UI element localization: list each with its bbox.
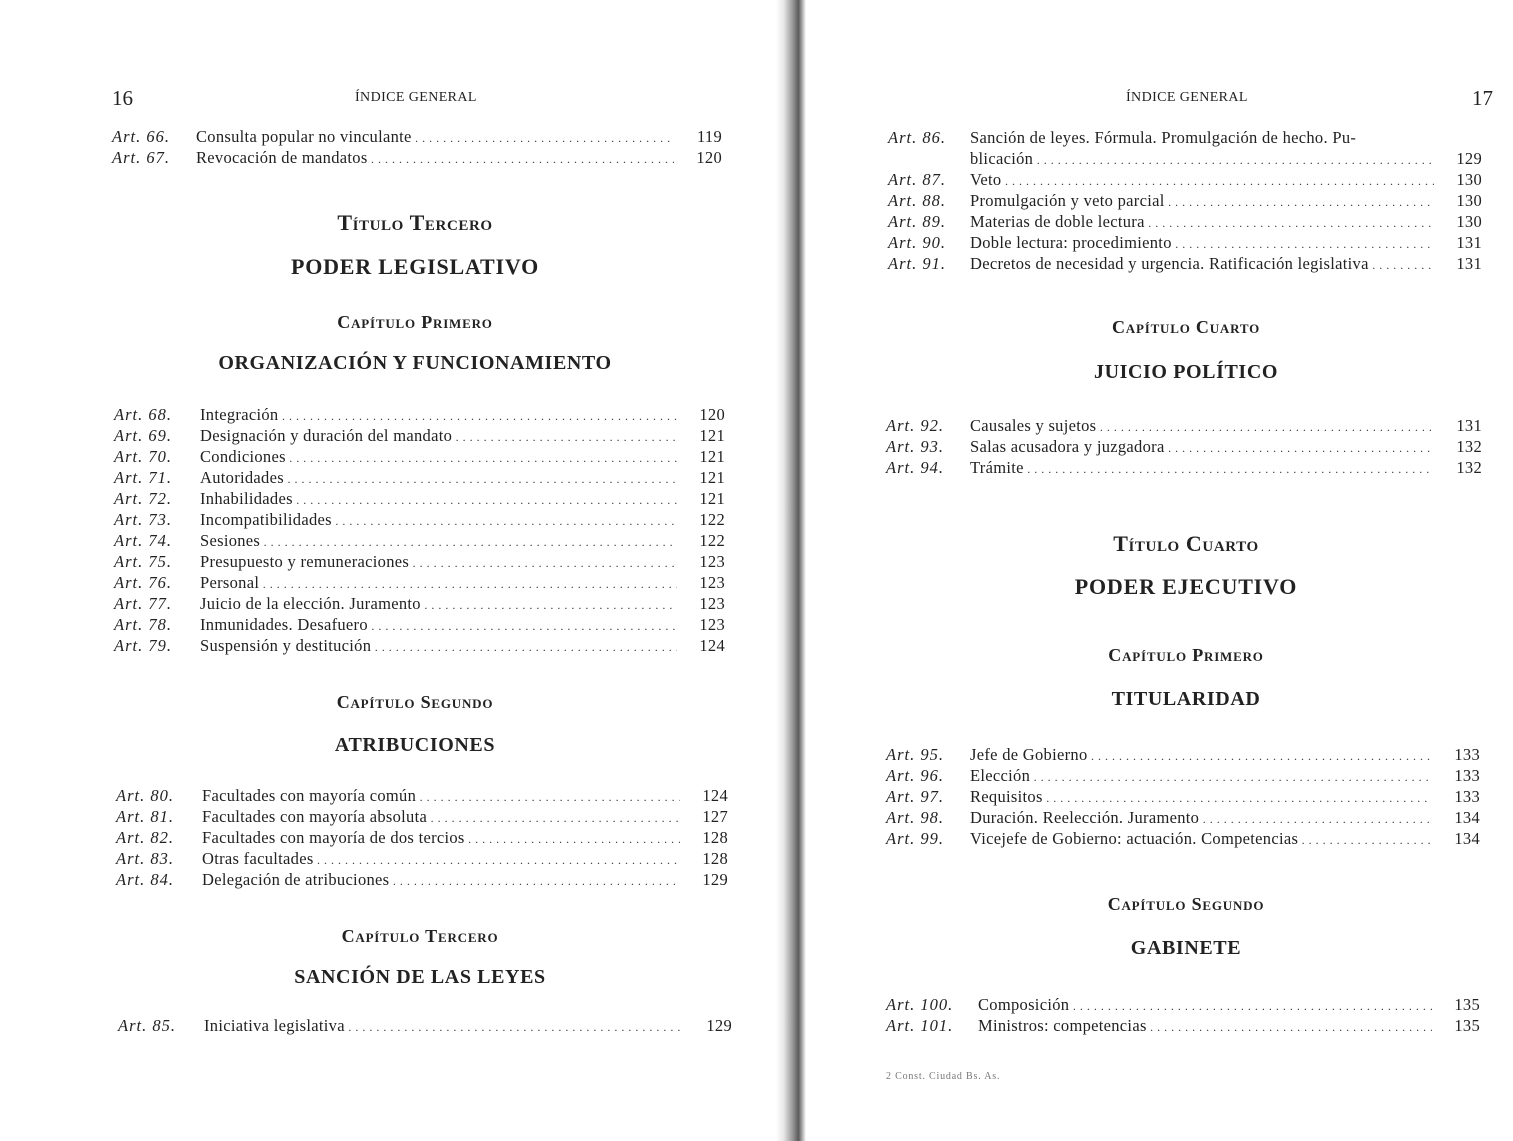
page-ref: 123: [699, 573, 725, 592]
book-spine-gutter: [776, 0, 806, 1141]
article-number: Art. 81.: [116, 807, 174, 826]
toc-list-cap1: [114, 404, 725, 656]
page-ref: 128: [702, 828, 728, 847]
article-number: Art. 86.: [888, 128, 946, 147]
page-ref: 130: [1456, 170, 1482, 189]
toc-entry: [116, 869, 728, 890]
page-ref: 131: [1456, 254, 1482, 273]
entry-title: Trámite . . .: [970, 457, 1434, 480]
entry-title: Salas acusadora y juzgadora . . .: [970, 436, 1434, 459]
entry-title: Veto . . .: [970, 169, 1434, 192]
toc-list-capB: [886, 994, 1490, 1036]
entry-title: Causales y sujetos . . .: [970, 415, 1434, 438]
entry-title: Autoridades . . .: [200, 467, 677, 490]
chapter-heading: Capítulo Tercero: [341, 926, 499, 946]
toc-entry: [888, 232, 1492, 253]
article-number: Art. 74.: [114, 531, 172, 550]
entry-title: Revocación de mandatos . . .: [196, 147, 674, 170]
article-number: Art. 95.: [886, 745, 944, 764]
chapter-name: JUICIO POLÍTICO: [1093, 361, 1279, 383]
entry-title: Personal . . .: [200, 572, 677, 595]
entry-title: Delegación de atribuciones . . .: [202, 869, 680, 892]
toc-entry: [886, 415, 1492, 436]
toc-entry: [114, 488, 725, 509]
toc-entry-continuation: [970, 127, 1460, 148]
entry-title: Facultades con mayoría de dos tercios . . .: [202, 827, 680, 850]
toc-entry: [114, 593, 725, 614]
page-ref: 129: [1456, 149, 1482, 168]
article-number: Art. 71.: [114, 468, 172, 487]
article-number: Art. 101.: [886, 1016, 954, 1035]
entry-title: Elección . . .: [970, 765, 1432, 788]
toc-list-cap3: [118, 1015, 732, 1036]
page-ref: 121: [699, 468, 725, 487]
entry-title: Duración. Reelección. Juramento . . .: [970, 807, 1432, 830]
page-ref: 134: [1454, 829, 1480, 848]
page-ref: 129: [706, 1016, 732, 1035]
toc-entry: [114, 425, 725, 446]
toc-entry: [888, 253, 1492, 274]
toc-entry: [886, 786, 1490, 807]
toc-entry: [886, 744, 1490, 765]
toc-entry: [888, 148, 1492, 169]
page-ref: 122: [699, 531, 725, 550]
article-number: Art. 91.: [888, 254, 946, 273]
article-number: Art. 85.: [118, 1016, 176, 1035]
toc-list-cap4: [886, 415, 1492, 478]
page-ref: 127: [702, 807, 728, 826]
page-ref: 121: [699, 489, 725, 508]
page-ref: 133: [1454, 745, 1480, 764]
toc-entry: [114, 530, 725, 551]
toc-entry: [888, 169, 1492, 190]
toc-entry: [888, 190, 1492, 211]
article-number: Art. 80.: [116, 786, 174, 805]
page-ref: 131: [1456, 416, 1482, 435]
page-ref: 120: [699, 405, 725, 424]
article-number: Art. 68.: [114, 405, 172, 424]
article-number: Art. 96.: [886, 766, 944, 785]
chapter-heading: Capítulo Segundo: [336, 692, 494, 712]
article-number: Art. 87.: [888, 170, 946, 189]
chapter-heading: Capítulo Primero: [337, 312, 493, 332]
entry-title: Sesiones . . .: [200, 530, 677, 553]
toc-entry: [114, 467, 725, 488]
toc-entry: [114, 509, 725, 530]
page-ref: 120: [696, 148, 722, 167]
article-number: Art. 93.: [886, 437, 944, 456]
page-ref: 135: [1454, 1016, 1480, 1035]
entry-title: Promulgación y veto parcial . . .: [970, 190, 1434, 213]
article-number: Art. 79.: [114, 636, 172, 655]
entry-title: Materias de doble lectura . . .: [970, 211, 1434, 234]
entry-title: Requisitos . . .: [970, 786, 1432, 809]
entry-title: Suspensión y destitución . . .: [200, 635, 677, 658]
article-number: Art. 97.: [886, 787, 944, 806]
page-number: 16: [112, 86, 133, 110]
entry-title: Consulta popular no vinculante . . .: [196, 126, 674, 149]
article-number: Art. 82.: [116, 828, 174, 847]
article-number: Art. 94.: [886, 458, 944, 477]
titulo-heading: Título Tercero: [337, 210, 493, 235]
toc-list-capA: [886, 744, 1490, 849]
article-number: Art. 70.: [114, 447, 172, 466]
entry-title: Inhabilidades . . .: [200, 488, 677, 511]
toc-list-cap2: [116, 785, 728, 890]
toc-entry: [114, 404, 725, 425]
article-number: Art. 69.: [114, 426, 172, 445]
toc-entry: [886, 436, 1492, 457]
toc-list-top: [888, 148, 1492, 274]
toc-entry: [114, 614, 725, 635]
entry-title: Juicio de la elección. Juramento . . .: [200, 593, 677, 616]
chapter-name: SANCIÓN DE LAS LEYES: [294, 966, 546, 988]
titulo-name: PODER EJECUTIVO: [1074, 574, 1298, 599]
toc-entry: [112, 147, 722, 168]
page-ref: 129: [702, 870, 728, 889]
toc-list-top: [112, 126, 722, 168]
toc-entry: [114, 572, 725, 593]
article-number: Art. 72.: [114, 489, 172, 508]
page-ref: 133: [1454, 766, 1480, 785]
page-ref: 130: [1456, 212, 1482, 231]
article-number: Art. 66.: [112, 127, 170, 146]
chapter-name: GABINETE: [1130, 937, 1242, 959]
toc-entry: [112, 126, 722, 147]
toc-entry: [886, 1015, 1490, 1036]
page-ref: 124: [699, 636, 725, 655]
article-number: Art. 99.: [886, 829, 944, 848]
article-number: Art. 98.: [886, 808, 944, 827]
page-ref: 134: [1454, 808, 1480, 827]
page-ref: 123: [699, 615, 725, 634]
article-number: Art. 75.: [114, 552, 172, 571]
chapter-heading: Capítulo Segundo: [1107, 894, 1265, 914]
running-head: ÍNDICE GENERAL: [355, 90, 477, 105]
titulo-heading: Título Cuarto: [1113, 531, 1259, 556]
titulo-name: PODER LEGISLATIVO: [290, 254, 540, 279]
page-ref: 131: [1456, 233, 1482, 252]
page-ref: 124: [702, 786, 728, 805]
chapter-name: ORGANIZACIÓN Y FUNCIONAMIENTO: [218, 352, 612, 374]
entry-title: Decretos de necesidad y urgencia. Ratificación legislativa . . .: [970, 253, 1434, 276]
page-ref: 119: [696, 127, 722, 146]
chapter-name: TITULARIDAD: [1111, 688, 1261, 710]
chapter-heading: Capítulo Primero: [1108, 645, 1264, 665]
article-number: Art. 73.: [114, 510, 172, 529]
toc-entry: [886, 994, 1490, 1015]
article-number: Art. 100.: [886, 995, 954, 1014]
chapter-name: ATRIBUCIONES: [334, 734, 496, 756]
entry-title: Jefe de Gobierno . . .: [970, 744, 1432, 767]
running-head: ÍNDICE GENERAL: [1126, 90, 1248, 105]
article-number: Art. 83.: [116, 849, 174, 868]
page-number: 17: [1472, 86, 1493, 110]
toc-entry: [886, 807, 1490, 828]
right-page: [806, 0, 1513, 1141]
entry-title: Facultades con mayoría común . . .: [202, 785, 680, 808]
entry-title: Composición . . .: [978, 994, 1432, 1017]
entry-title: Condiciones . . .: [200, 446, 677, 469]
toc-entry: [114, 446, 725, 467]
entry-title: Ministros: competencias . . .: [978, 1015, 1432, 1038]
page-ref: 132: [1456, 437, 1482, 456]
article-number: Art. 78.: [114, 615, 172, 634]
page-ref: 121: [699, 447, 725, 466]
toc-entry: [114, 635, 725, 656]
page-ref: 121: [699, 426, 725, 445]
entry-title: Facultades con mayoría absoluta . . .: [202, 806, 680, 829]
toc-entry-art: [888, 127, 968, 148]
entry-title: Incompatibilidades . . .: [200, 509, 677, 532]
toc-entry: [116, 827, 728, 848]
entry-title: Doble lectura: procedimiento . . .: [970, 232, 1434, 255]
page-ref: 123: [699, 594, 725, 613]
article-number: Art. 67.: [112, 148, 170, 167]
page-ref: 128: [702, 849, 728, 868]
article-number: Art. 77.: [114, 594, 172, 613]
toc-entry: [118, 1015, 732, 1036]
page-ref: 122: [699, 510, 725, 529]
page-ref: 135: [1454, 995, 1480, 1014]
toc-entry: [886, 765, 1490, 786]
entry-title-line1: Sanción de leyes. Fórmula. Promulgación de hecho. Pu-: [970, 128, 1357, 147]
entry-title: Presupuesto y remuneraciones . . .: [200, 551, 677, 574]
page-ref: 133: [1454, 787, 1480, 806]
page-ref: 132: [1456, 458, 1482, 477]
entry-title: Iniciativa legislativa . . .: [204, 1015, 684, 1038]
entry-title: blicación . . .: [970, 148, 1434, 171]
toc-entry: [116, 848, 728, 869]
entry-title: Vicejefe de Gobierno: actuación. Competencias . . .: [970, 828, 1432, 851]
page-ref: 130: [1456, 191, 1482, 210]
entry-title: Designación y duración del mandato . . .: [200, 425, 677, 448]
article-number: Art. 84.: [116, 870, 174, 889]
toc-entry: [114, 551, 725, 572]
entry-title: Integración . . .: [200, 404, 677, 427]
chapter-heading: Capítulo Cuarto: [1112, 317, 1260, 337]
page-ref: 123: [699, 552, 725, 571]
entry-title: Otras facultades . . .: [202, 848, 680, 871]
article-number: Art. 76.: [114, 573, 172, 592]
article-number: Art. 88.: [888, 191, 946, 210]
toc-entry: [886, 457, 1492, 478]
toc-entry: [116, 806, 728, 827]
article-number: Art. 89.: [888, 212, 946, 231]
article-number: Art. 90.: [888, 233, 946, 252]
article-number: Art. 92.: [886, 416, 944, 435]
footnote-signature: 2 Const. Ciudad Bs. As.: [886, 1071, 1001, 1082]
entry-title: Inmunidades. Desafuero . . .: [200, 614, 677, 637]
toc-entry: [888, 211, 1492, 232]
toc-entry: [116, 785, 728, 806]
toc-entry: [886, 828, 1490, 849]
